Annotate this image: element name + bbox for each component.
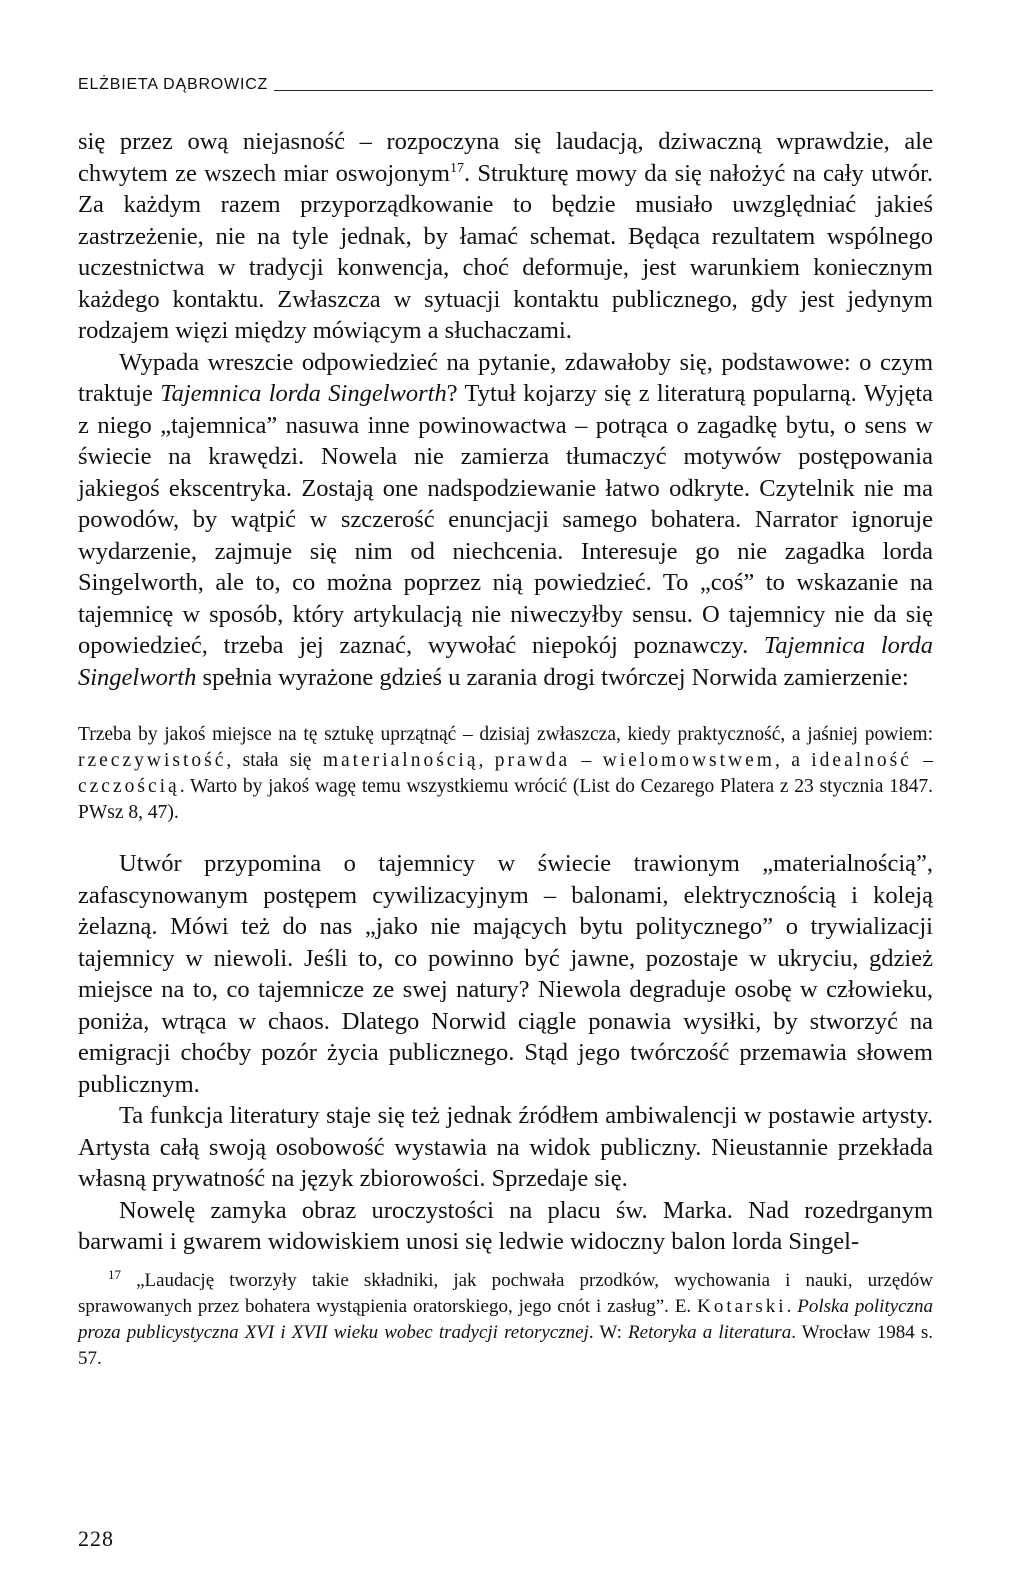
paragraph-5: Nowelę zamyka obraz uroczystości na placu św. Marka. Nad rozedrganym barwami i gwarem widowiskiem unosi się ledwie widoczny balon lorda Singel- [78,1196,933,1255]
header-author: ELŻBIETA DĄBROWICZ [78,76,269,93]
title-italic: Tajemnica lorda Singelworth [78,632,934,691]
title-italic: Tajemnica lorda Singelworth [160,380,447,407]
paragraph-4: Ta funkcja literatury staje się też jednak źródłem ambiwalencji w postawie artysty. Artysta całą swoją osobowość wystawia na widok publiczny. Nieustannie przekłada własną prywatność na język zbiorowości. Sprzedaje się. [78,1102,933,1192]
header-rule [274,90,933,91]
body-text-bottom [78,848,933,1258]
footnote-ref-17: 17 [449,160,464,176]
page-number: 228 [78,1526,114,1551]
block-quote: Trzeba by jakoś miejsce na tę sztukę uprzątnąć – dzisiaj zwłaszcza, kiedy praktyczność, a jaśniej powiem: rzeczywistość, stała się materialnością, prawda – wielomowstwem, a idealność – czczością. Warto by jakoś wagę temu wszystkiemu wrócić (List do Cezarego Platera z 23 stycznia 1847. PWsz 8, 47). [78,724,934,823]
paragraph-3: Utwór przypomina o tajemnicy w świecie trawionym „materialnością”, zafascynowanym postępem cywilizacyjnym – balonami, elektrycznością i koleją żelazną. Mówi też do nas „jako nie mających bytu politycznego” o trywializacji tajemnicy w niewoli. Jeśli to, co powinno być jawne, pozostaje w ukryciu, gdzież miejsce na to, co tajemnicze ze swej natury? Niewola degraduje osobę w człowieku, poniża, wtrąca w chaos. Dlatego Norwid ciągle ponawia wysiłki, by stworzyć na emigracji choćby pozór życia publicznego. Stąd jego twórczość przemawia słowem publicznym. [78,850,933,1098]
footnote-17: $^{17}$ „Laudację tworzyły takie składniki, jak pochwała przodków, wychowania i nauki, urzędów sprawowanych przez bohatera wystąpienia oratorskiego, jego cnót i zasług”. E. Kotarski. Polska polityczna proza publicystyczna XVI i XVII wieku wobec tradycji retorycznej. W: Retoryka a literatura. Wrocław 1984 s. 57. [78,1266,933,1369]
body-text-top [78,126,933,693]
paragraph-1: się przez ową niejasność – rozpoczyna się laudacją, dziwaczną wprawdzie, ale chwytem ze wszech miar oswojonym$^{17}$. Strukturę mowy da się nałożyć na cały utwór. Za każdym razem przyporządkowanie to będzie musiało uwzględniać jakieś zastrzeżenie, nie na tyle jednak, by łamać schemat. Będąca rezultatem wspólnego uczestnictwa w tradycji konwencja, choć deformuje, jest warunkiem koniecznym każdego kontaktu. Zwłaszcza w sytuacji kontaktu publicznego, gdy jest jedynym rodzajem więzi między mówiącym a słuchaczami. [78,128,933,344]
footnote-number: 17 [108,1266,121,1282]
running-header [78,76,933,94]
paragraph-2: Wypada wreszcie odpowiedzieć na pytanie, zdawałoby się, podstawowe: o czym traktuje Tajemnica lorda Singelworth? Tytuł kojarzy się z literaturą popularną. Wyjęta z niego „tajemnica” nasuwa inne powinowactwa – potrąca o zagadkę bytu, o sens w świecie na krawędzi. Nowela nie zamierza tłumaczyć motywów postępowania jakiegoś ekscentryka. Zostają one nadspodziewanie łatwo odkryte. Czytelnik nie ma powodów, by wątpić w szczerość enuncjacji samego bohatera. Narrator ignoruje wydarzenie, zajmuje się nim od niechcenia. Interesuje go nie zagadka lorda Singelworth, ale to, co można poprzez nią powiedzieć. To „coś” to wskazanie na tajemnicę w sposób, który artykulacją nie niweczyłby sensu. O tajemnicy nie da się opowiedzieć, trzeba jej zaznać, wywołać niepokój poznawczy. Tajemnica lorda Singelworth spełnia wyrażone gdzieś u zarania drogi twórczej Norwida zamierzenie: [78,348,934,691]
